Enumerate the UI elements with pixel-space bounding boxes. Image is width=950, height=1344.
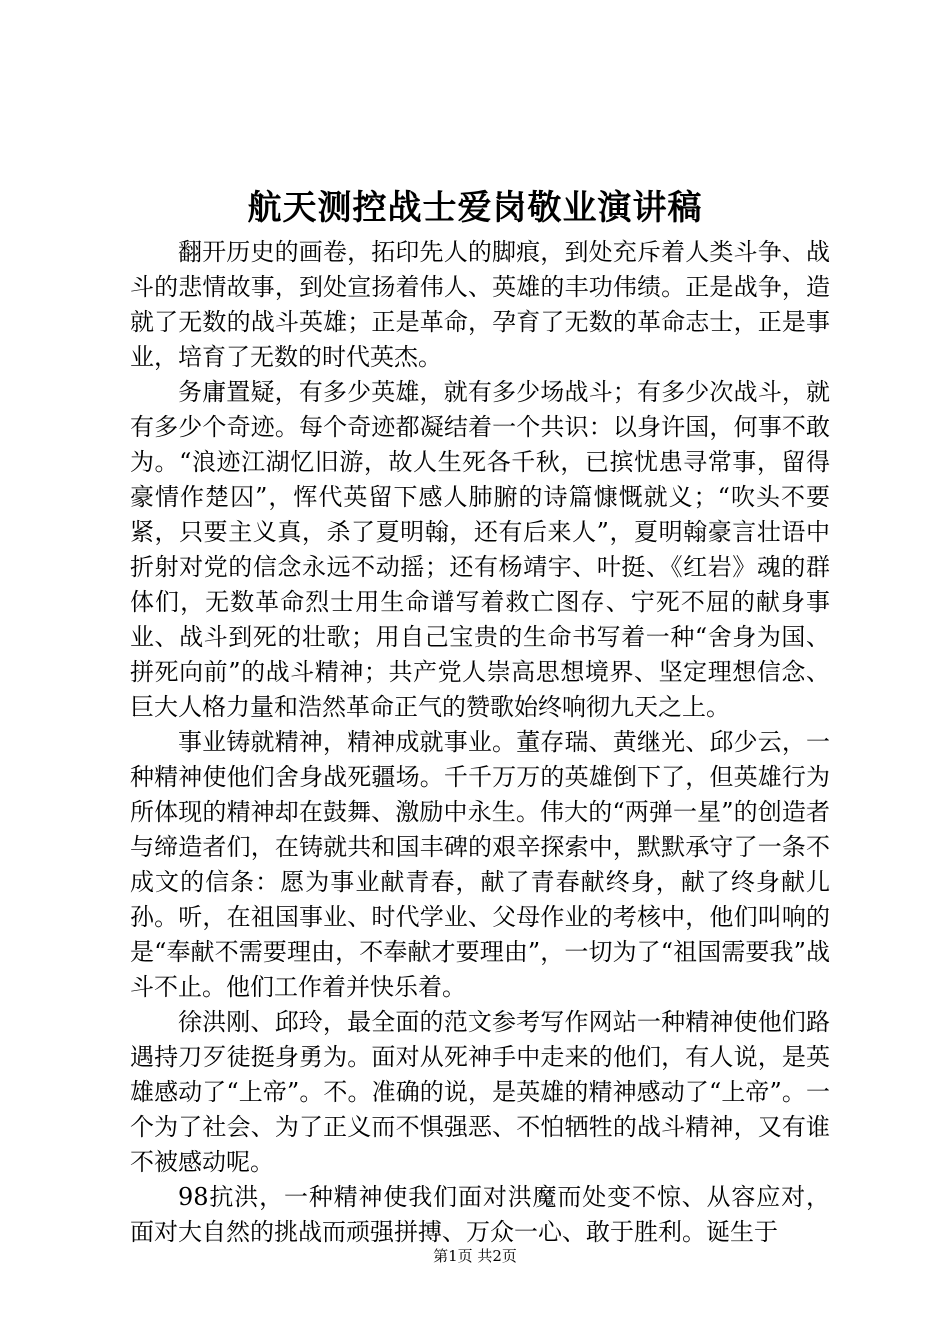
- paragraph-4: 徐洪刚、邱玲，最全面的范文参考写作网站一种精神使他们路遇持刀歹徒挺身勇为。面对从死神手中走来的他们，有人说，是英雄感动了“上帝”。不。准确的说，是英雄的精神感动了“上帝”。一个为了社会、为了正义而不惧强恶、不怕牺牲的战斗精神，又有谁不被感动呢。: [130, 1008, 830, 1176]
- document-title: 航天测控战士爱岗敬业演讲稿: [247, 188, 703, 228]
- document-body: [130, 235, 830, 1250]
- paragraph-3: 事业铸就精神，精神成就事业。董存瑞、黄继光、邱少云，一种精神使他们舍身战死疆场。千千万万的英雄倒下了，但英雄行为所体现的精神却在鼓舞、激励中永生。伟大的“两弹一星”的创造者与缔造者们，在铸就共和国丰碑的艰辛探索中，默默承守了一条不成文的信条：愿为事业献青春，献了青春献终身，献了终身献儿孙。听，在祖国事业、时代学业、父母作业的考核中，他们叫响的是“奉献不需要理由，不奉献才要理由”，一切为了“祖国需要我”战斗不止。他们工作着并快乐着。: [130, 728, 830, 1001]
- paragraph-5: 98抗洪，一种精神使我们面对洪魔而处变不惊、从容应对，面对大自然的挑战而顽强拼搏、万众一心、敢于胜利。诞生于: [130, 1183, 830, 1246]
- paragraph-1: 翻开历史的画卷，拓印先人的脚痕，到处充斥着人类斗争、战斗的悲情故事，到处宣扬着伟人、英雄的丰功伟绩。正是战争，造就了无数的战斗英雄；正是革命，孕育了无数的革命志士，正是事业，培育了无数的时代英杰。: [130, 238, 830, 371]
- page-footer: 第1页 共2页: [433, 1247, 517, 1265]
- paragraph-2: 务庸置疑，有多少英雄，就有多少场战斗；有多少次战斗，就有多少个奇迹。每个奇迹都凝结着一个共识：以身许国，何事不敢为。“浪迹江湖忆旧游，故人生死各千秋，已摈忧患寻常事，留得豪情作楚囚”，恽代英留下感人肺腑的诗篇慷慨就义；“吹头不要紧，只要主义真，杀了夏明翰，还有后来人”，夏明翰豪言壮语中折射对党的信念永远不动摇；还有杨靖宇、叶挺、《红岩》魂的群体们，无数革命烈士用生命谱写着救亡图存、宁死不屈的献身事业、战斗到死的壮歌；用自己宝贵的生命书写着一种“舍身为国、拼死向前”的战斗精神；共产党人崇高思想境界、坚定理想信念、巨大人格力量和浩然革命正气的赞歌始终响彻九天之上。: [130, 378, 830, 721]
